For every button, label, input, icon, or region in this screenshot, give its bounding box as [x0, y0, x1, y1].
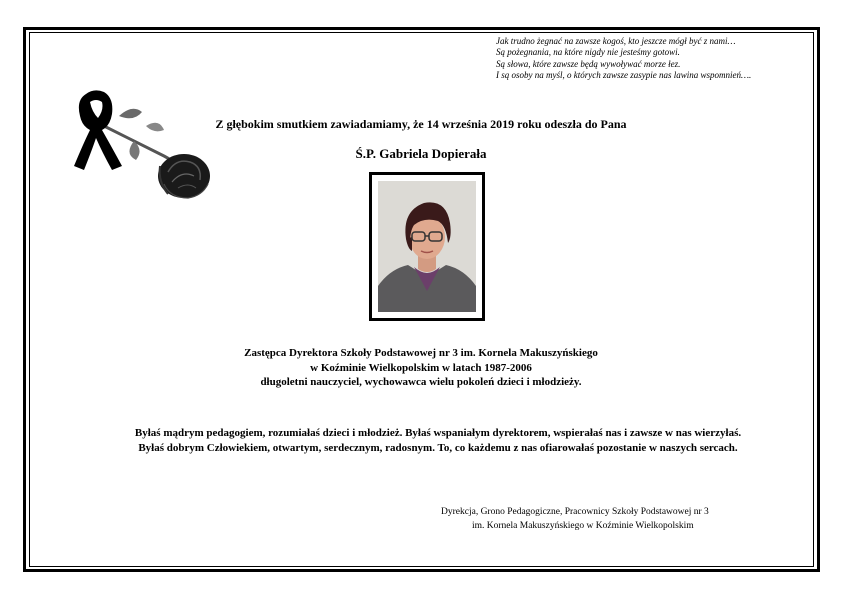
tribute-line: Byłaś dobrym Człowiekiem, otwartym, serdecznym, radosnym. To, co każdemu z nas ofiarowałaś pozostanie w naszych sercach. [138, 441, 738, 454]
poem-line: Są pożegnania, na które nigdy nie jesteśmy gotowi. [496, 47, 680, 58]
poem [496, 36, 816, 82]
role-line: długoletni nauczyciel, wychowawca wielu pokoleń dzieci i młodzieży. [260, 376, 582, 388]
deceased-name: Ś.P. Gabriela Dopierała [355, 146, 487, 161]
announcement-intro-text: Z głębokim smutkiem zawiadamiamy, że 14 września 2019 roku odeszła do Pana [215, 117, 627, 131]
portrait-frame [369, 172, 485, 321]
role-description [0, 346, 842, 390]
role-line: Zastępca Dyrektora Szkoły Podstawowej nr 3 im. Kornela Makuszyńskiego [244, 347, 598, 359]
poem-line: Jak trudno żegnać na zawsze kogoś, kto jeszcze mógł być z nami… [496, 36, 736, 46]
portrait-photo [378, 181, 476, 312]
signature-line: im. Kornela Makuszyńskiego w Koźminie Wielkopolskim [472, 521, 694, 531]
poem-line: I są osoby na myśl, o których zawsze zasypie nas lawina wspomnień…. [496, 70, 752, 81]
role-line: w Koźminie Wielkopolskim w latach 1987-2006 [310, 361, 532, 374]
tribute [0, 426, 842, 455]
announcement-intro [0, 117, 842, 132]
signature-line: Dyrekcja, Grono Pedagogiczne, Pracownicy Szkoły Podstawowej nr 3 [441, 507, 709, 517]
tribute-line: Byłaś mądrym pedagogiem, rozumiałaś dzieci i młodzież. Byłaś wspaniałym dyrektorem, wspierałaś nas i zawsze w nas wierzyłaś. [134, 427, 742, 439]
poem-line: Są słowa, które zawsze będą wywoływać morze łez. [496, 58, 681, 69]
